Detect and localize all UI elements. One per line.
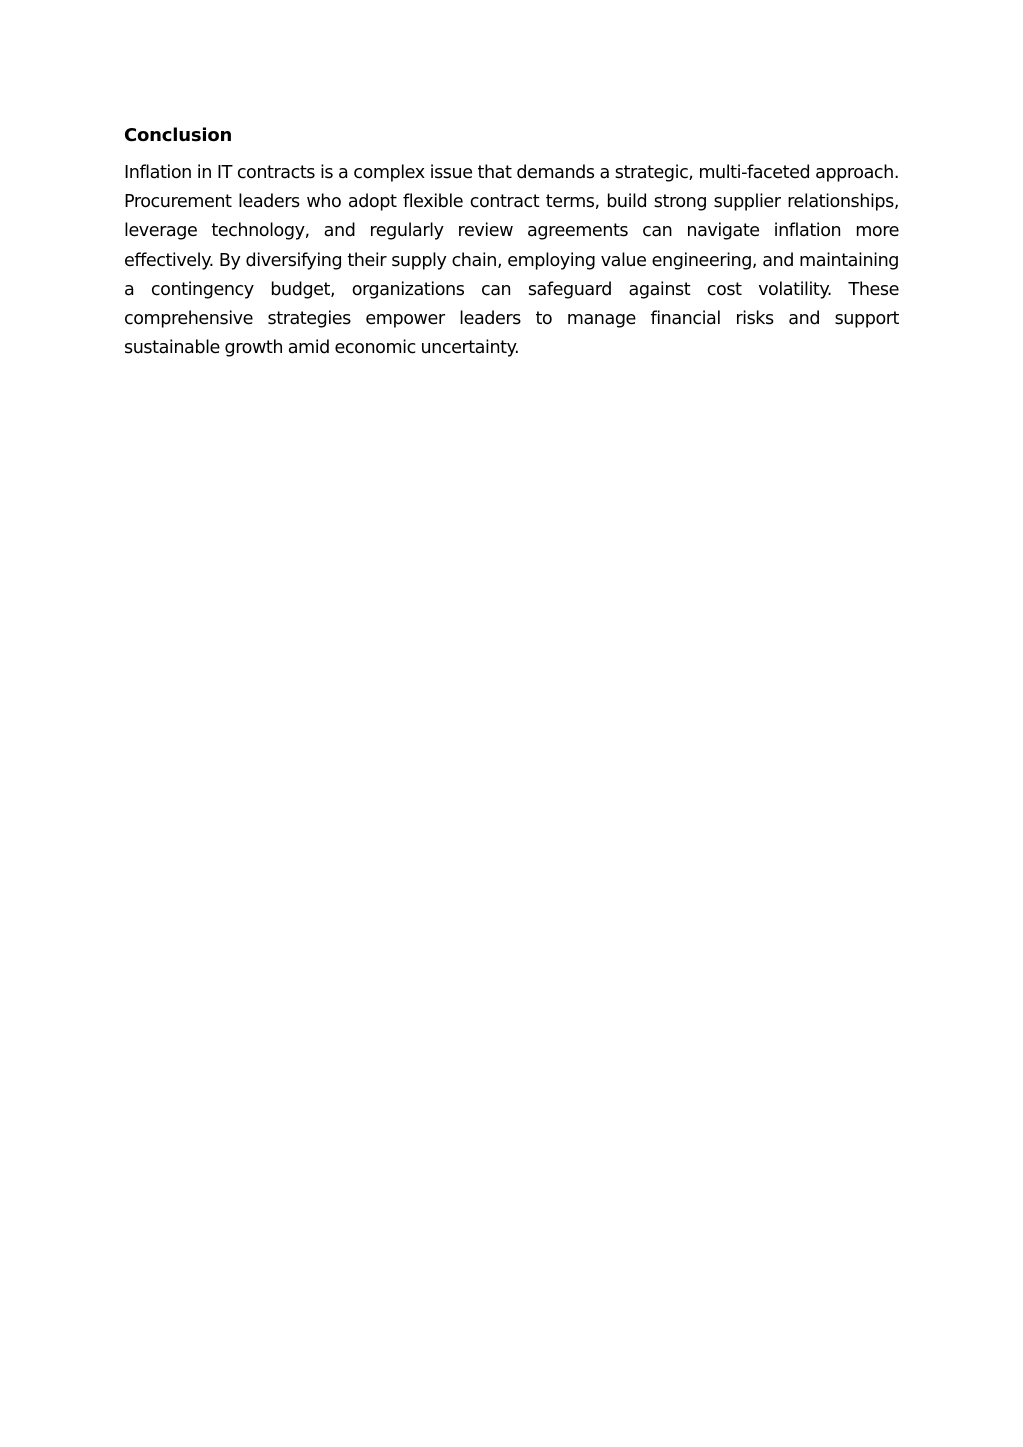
body-paragraph: Inflation in IT contracts is a complex issue that demands a strategic, multi-faceted approach. Procurement leaders who adopt flexible contract terms, build strong supplier relationships, leverage technology, and regularly review agreements can navigate inflation more effectively. By diversifying their supply chain, employing value engineering, and maintaining a contingency budget, organizations can safeguard against cost volatility. These comprehensive strategies empower leaders to manage financial risks and support sustainable growth amid economic uncertainty. — [124, 163, 899, 359]
section-heading: Conclusion — [124, 125, 233, 146]
document-content — [124, 123, 899, 363]
